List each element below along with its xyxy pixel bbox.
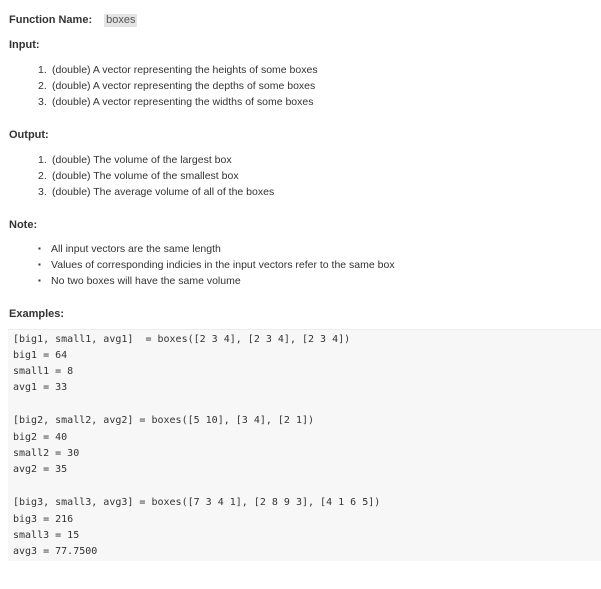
list-item: 3. (double) The average volume of all of the boxes xyxy=(38,186,275,198)
list-item: ▪ Values of corresponding indicies in the input vectors refer to the same box xyxy=(38,259,395,271)
list-item: 1. (double) The volume of the largest box xyxy=(38,154,232,166)
code-line: big3 = 216 xyxy=(13,514,74,525)
list-item: 3. (double) A vector representing the widths of some boxes xyxy=(38,96,314,108)
bullet-icon: ▪ xyxy=(38,260,41,269)
code-line: big2 = 40 xyxy=(13,432,68,443)
code-line: avg1 = 33 xyxy=(13,382,68,393)
code-line: [big3, small3, avg3] = boxes([7 3 4 1], [2 8 9 3], [4 1 6 5]) xyxy=(13,497,381,508)
code-line: big1 = 64 xyxy=(13,350,68,361)
note-list xyxy=(38,241,395,289)
list-item: 2. (double) The volume of the smallest box xyxy=(38,170,239,182)
code-line: [big1, small1, avg1] = boxes([2 3 4], [2 3 4], [2 3 4]) xyxy=(13,334,351,345)
function-name-row xyxy=(9,14,137,27)
examples-heading: Examples: xyxy=(9,308,65,320)
function-name-label: Function Name: xyxy=(9,14,93,26)
bullet-icon: ▪ xyxy=(38,244,41,253)
list-item: ▪ All input vectors are the same length xyxy=(38,243,221,255)
code-line: small3 = 15 xyxy=(13,530,80,541)
bullet-icon: ▪ xyxy=(38,276,41,285)
list-item: ▪ No two boxes will have the same volume xyxy=(38,275,241,287)
code-line: small1 = 8 xyxy=(13,366,74,377)
output-list xyxy=(38,152,274,200)
note-heading: Note: xyxy=(9,219,38,231)
output-heading: Output: xyxy=(9,129,49,141)
code-line: small2 = 30 xyxy=(13,448,80,459)
code-line: avg2 = 35 xyxy=(13,464,68,475)
list-item: 2. (double) A vector representing the depths of some boxes xyxy=(38,80,316,92)
input-list xyxy=(38,62,318,110)
code-line: [big2, small2, avg2] = boxes([5 10], [3 4], [2 1]) xyxy=(13,415,315,426)
code-line: avg3 = 77.7500 xyxy=(13,546,98,557)
list-item: 1. (double) A vector representing the heights of some boxes xyxy=(38,64,318,76)
function-name-value: boxes xyxy=(106,14,136,26)
examples-code-block xyxy=(8,329,601,561)
input-heading: Input: xyxy=(9,39,40,51)
